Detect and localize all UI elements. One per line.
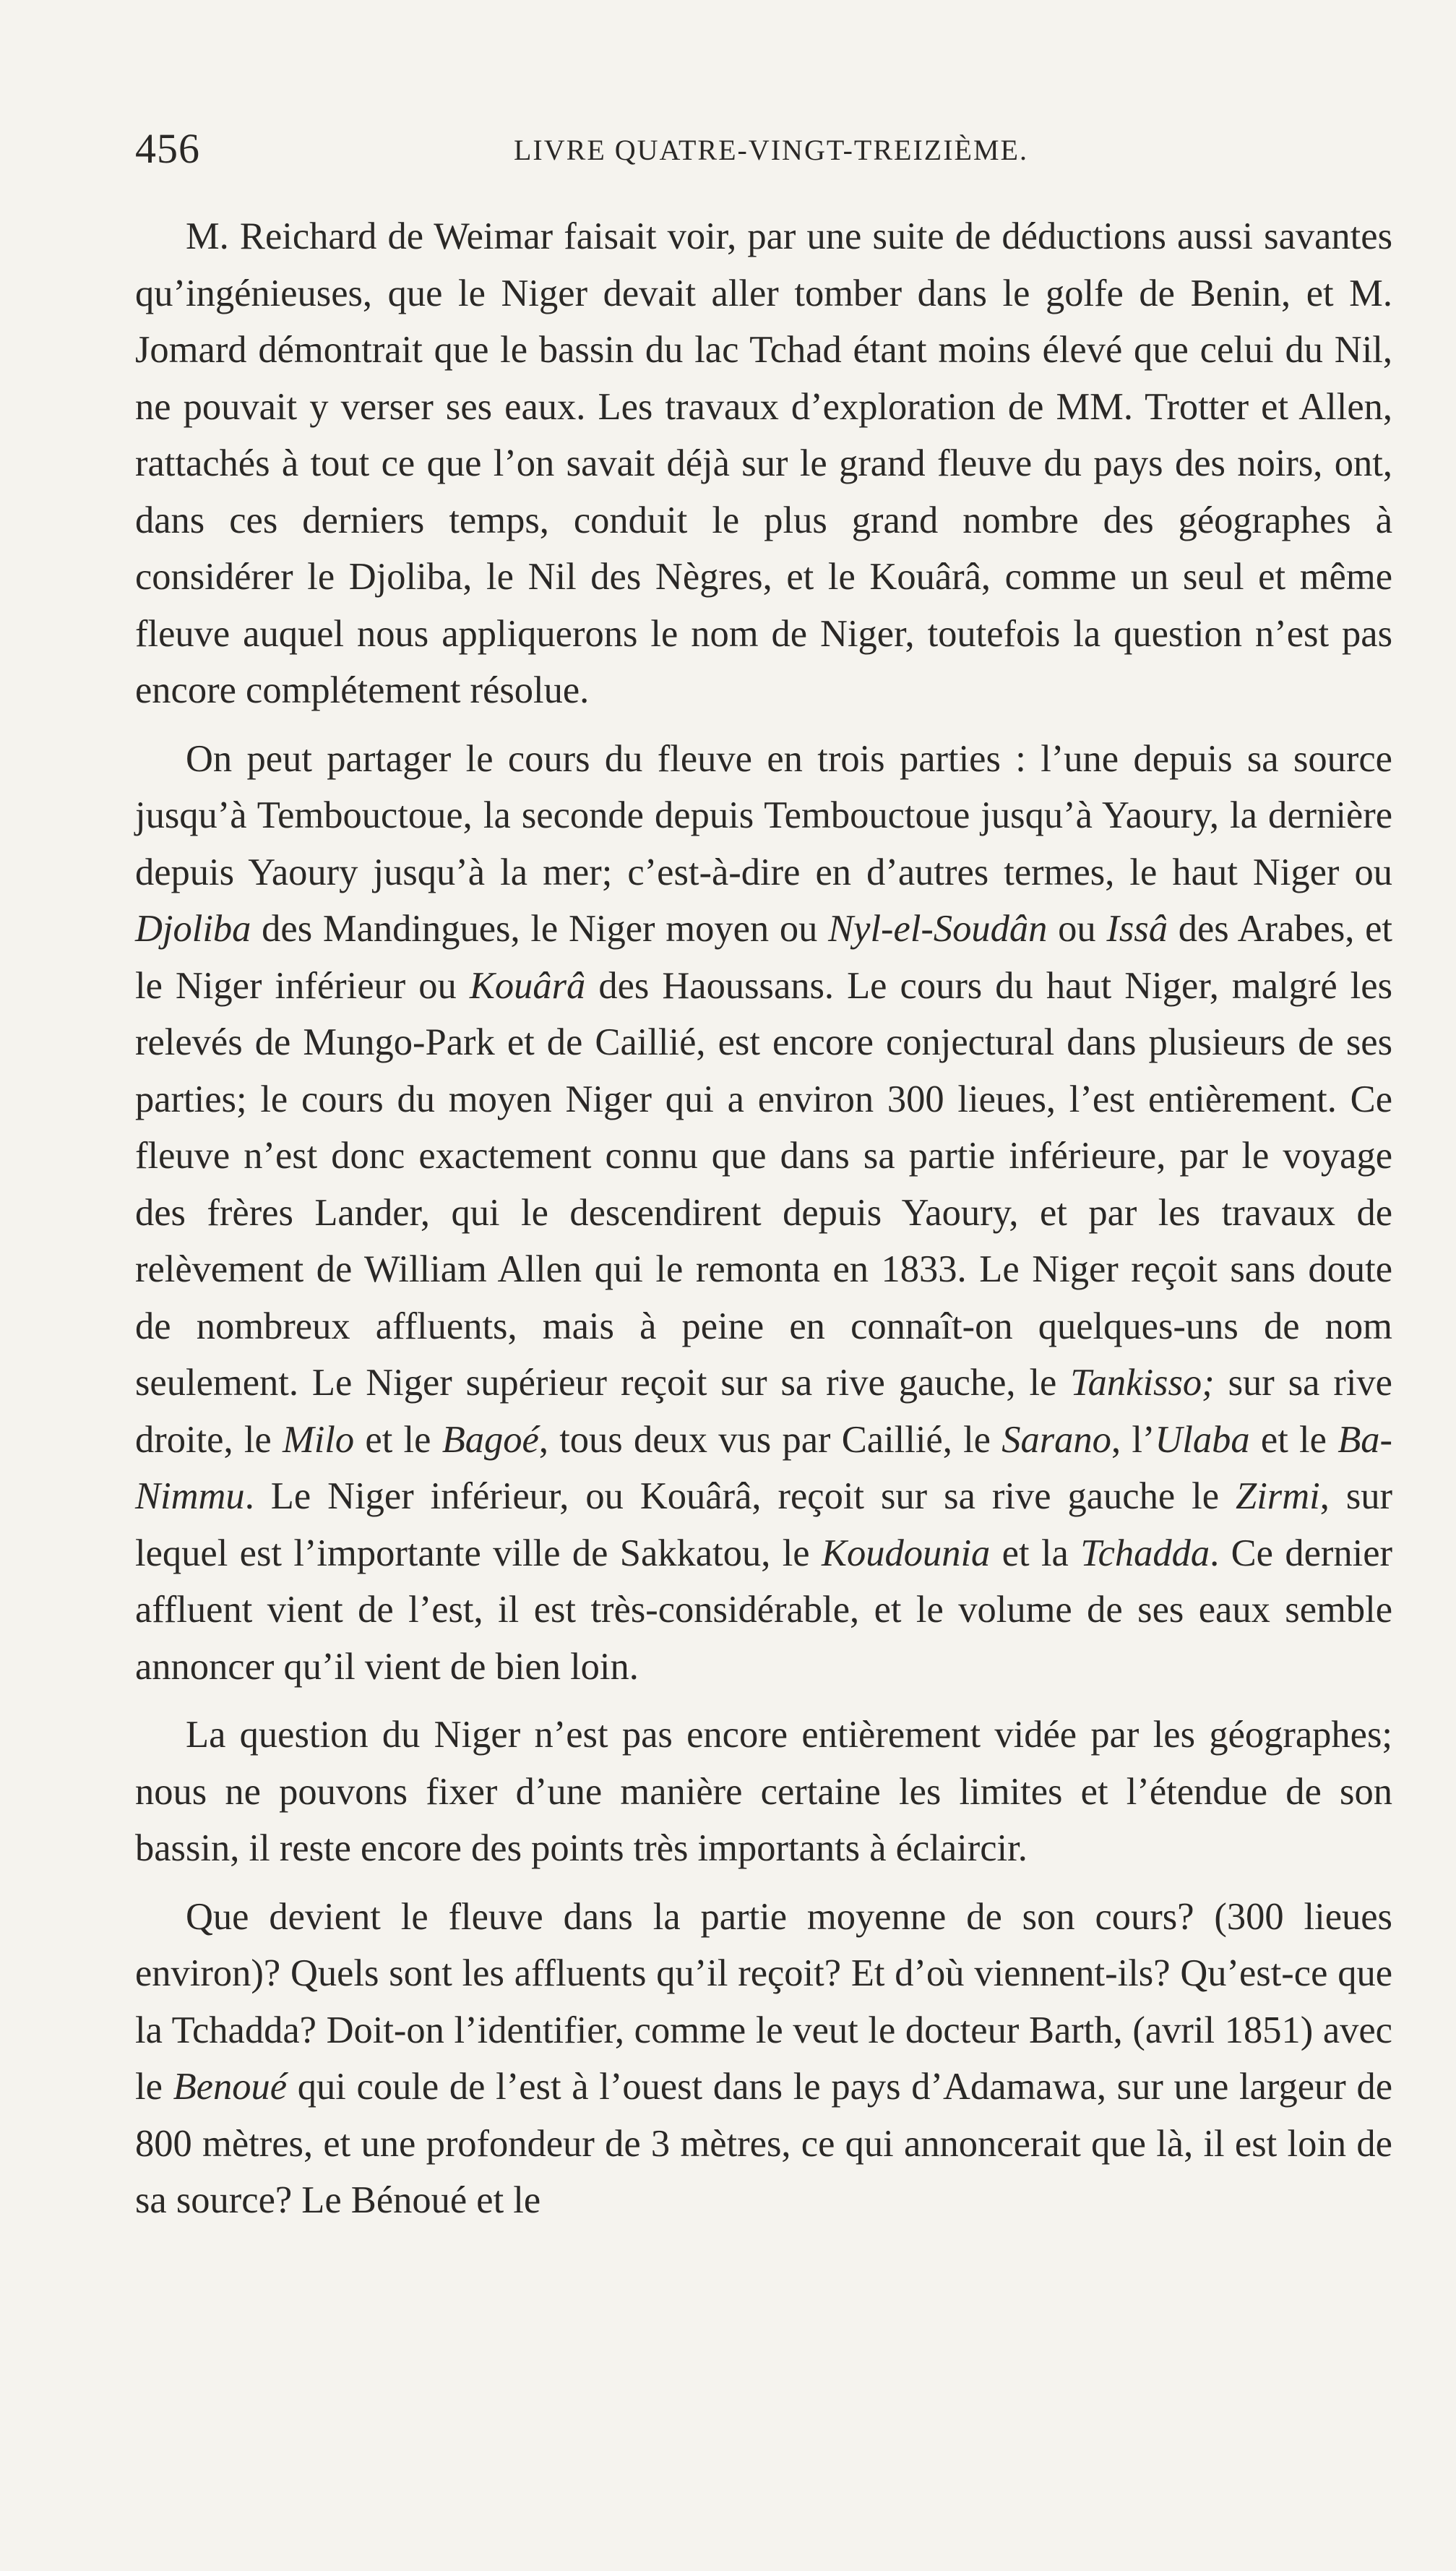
text-run: des Haoussans. Le cours du haut Niger, malgré les relevés de Mungo-Park et de Caillié, est encore conjectural dans plusieurs de ses parties; le cours du moyen Niger qui a environ 300 lieues, l’est entièrement. Ce fleuve n’est donc exactement connu que dans sa partie inférieure, par le voyage des frères Lander, qui le descendirent depuis Yaoury, et par les travaux de relèvement de William Allen qui le remonta en 1833. Le Niger reçoit sans doute de nombreux affluents, mais à peine en connaît-on quelques-uns de nom seulement. Le Niger supérieur reçoit sur sa rive gauche, le [135, 964, 1392, 1404]
text-run: et la [990, 1532, 1081, 1574]
text-run: Que devient le fleuve dans la partie moyenne de son cours? (300 lieues environ)? Quels sont les affluents qu’il reçoit? Et d’où viennent-ils? Qu’est-ce que la Tchadda? Doit-on l’identifier, comme le veut le docteur Barth, (avril 1851) avec le [135, 1895, 1392, 2108]
running-head: LIVRE QUATRE-VINGT-TREIZIÈME. [514, 134, 1028, 166]
text-run: M. Reichard de Weimar faisait voir, par une suite de déductions aussi savantes qu’ingénieuses, que le Niger devait aller tomber dans le golfe de Benin, et M. Jomard démontrait que le bassin du lac Tchad étant moins élevé que celui du Nil, ne pouvait y verser ses eaux. Les travaux d’exploration de MM. Trotter et Allen, rattachés à tout ce que l’on savait déjà sur le grand fleuve du pays des noirs, ont, dans ces derniers temps, conduit le plus grand nombre des géographes à considérer le Djoliba, le Nil des Nègres, et le Kouârâ, comme un seul et même fleuve auquel nous appliquerons le nom de Niger, toutefois la question n’est pas encore complétement résolue. [135, 215, 1392, 711]
text-run: , tous deux vus par Caillié, le [538, 1418, 1002, 1461]
paragraph-1 [135, 208, 1392, 719]
text-run: des Arabes, et le Niger inférieur ou [135, 908, 1393, 1007]
text-run: ou [1047, 908, 1107, 950]
italic-term: Zirmi [1236, 1475, 1320, 1517]
italic-term: Tchadda [1080, 1532, 1210, 1574]
italic-term: Issâ [1106, 908, 1168, 950]
text-run: et le [1249, 1418, 1338, 1461]
body-text [135, 208, 1392, 2229]
italic-term: Nyl-el-Soudân [828, 908, 1048, 950]
italic-term: Koudounia [821, 1532, 991, 1574]
text-run: , sur lequel est l’importante ville de Sakkatou, le [135, 1475, 1392, 1574]
italic-term: Bagoé [441, 1418, 539, 1461]
text-run: La question du Niger n’est pas encore entièrement vidée par les géographes; nous ne pouvons fixer d’une manière certaine les limites et l’étendue de son bassin, il reste encore des points très importants à éclaircir. [135, 1714, 1392, 1869]
text-run: On peut partager le cours du fleuve en trois parties : l’une depuis sa source jusqu’à Tembouctoue, la seconde depuis Tembouctoue jusqu’à Yaoury, la dernière depuis Yaoury jusqu’à la mer; c’est-à-dire en d’autres termes, le haut Niger ou [135, 737, 1392, 893]
italic-term: Djoliba [135, 908, 251, 950]
text-run: . Ce dernier affluent vient de l’est, il est très-considérable, et le volume de ses eaux semble annoncer qu’il vient de bien loin. [135, 1532, 1392, 1688]
italic-term: Milo [282, 1418, 355, 1461]
italic-term: Sarano [1001, 1418, 1111, 1461]
paragraph-2 [135, 731, 1392, 1696]
italic-term: Benoué [173, 2066, 288, 2108]
page-number: 456 [135, 125, 200, 172]
text-run: sur sa rive droite, le [135, 1362, 1392, 1461]
paragraph-3 [135, 1707, 1392, 1877]
text-run: et le [354, 1418, 442, 1461]
italic-term: Tankisso; [1070, 1362, 1215, 1404]
text-run: qui coule de l’est à l’ouest dans le pays d’Adamawa, sur une largeur de 800 mètres, et une profondeur de 3 mètres, ce qui annoncerait que là, il est loin de sa source? Le Bénoué et le [135, 2066, 1392, 2221]
paragraph-4 [135, 1889, 1392, 2229]
italic-term: Ba-Nimmu [135, 1418, 1392, 1517]
text-run: des Mandingues, le Niger moyen ou [251, 908, 829, 950]
text-run: , l’ [1111, 1418, 1155, 1461]
italic-term: Kouârâ [469, 964, 586, 1007]
italic-term: Ulaba [1155, 1418, 1250, 1461]
page-header [135, 124, 1392, 182]
text-run: . Le Niger inférieur, ou Kouârâ, reçoit sur sa rive gauche le [244, 1475, 1236, 1517]
